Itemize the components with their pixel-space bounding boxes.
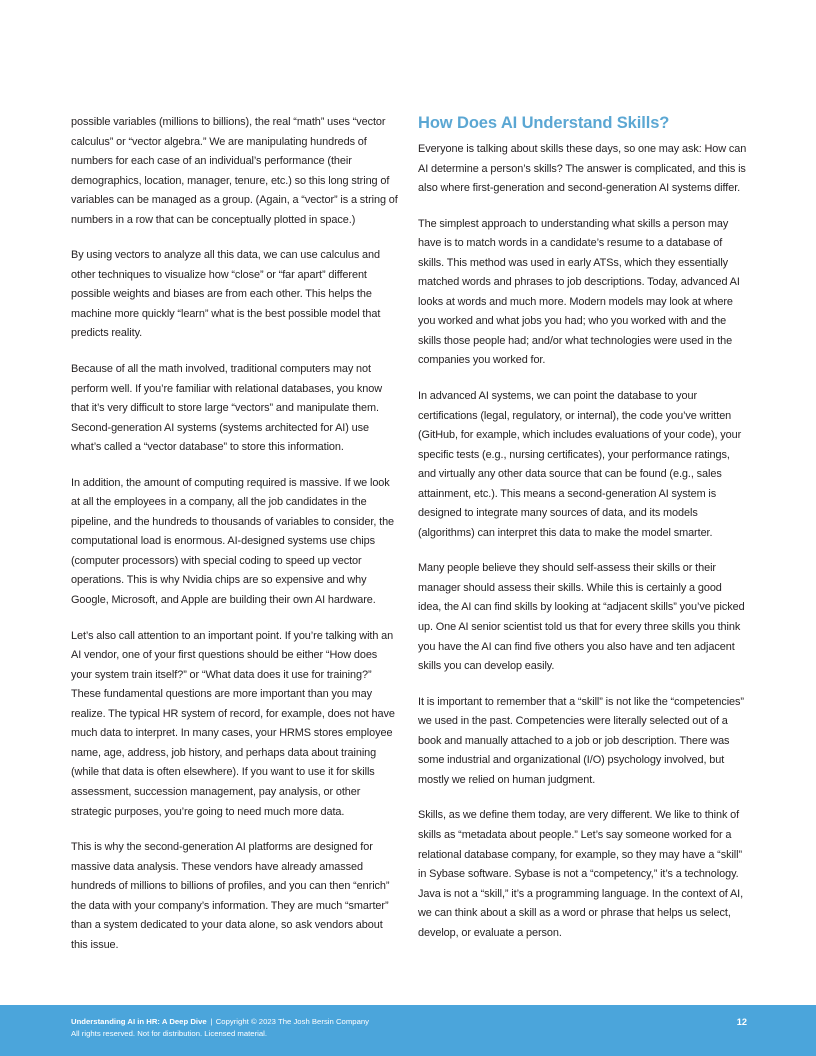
footer-content	[71, 1016, 747, 1039]
page-footer	[0, 1005, 816, 1056]
footer-document-title: Understanding AI in HR: A Deep Dive	[71, 1017, 207, 1026]
two-column-body	[71, 113, 747, 963]
paragraph: In addition, the amount of computing required is massive. If we look at all the employees in a company, all the job candidates in the pipeline, and the hundreds to thousands of variables to consider, the computational load is enormous. AI-designed systems use chips (computer processors) with special coding to speed up vector operations. This is why Nvidia chips are so expensive and why Google, Microsoft, and Apple are building their own AI hardware.	[71, 476, 395, 607]
footer-credits	[71, 1016, 369, 1039]
paragraph: In advanced AI systems, we can point the database to your certifications (legal, regulatory, or internal), the code you’ve written (GitHub, for example, which includes evaluations of your code), your specific tests (e.g., nursing certificates), your performance ratings, and virtually any other data source that can be found (e.g., sales attainment, etc.). This means a second-generation AI system is designed to integrate many sources of data, and its models (algorithms) can interpret this data to make the model smarter.	[418, 390, 742, 539]
paragraph: By using vectors to analyze all this data, we can use calculus and other techniques to visualize how “close” or “far apart” different possible weights and biases are from each other. This helps the machine more quickly “learn” what is the best possible model that predicts reality.	[71, 249, 381, 340]
left-column	[71, 113, 400, 963]
paragraph: This is why the second-generation AI platforms are designed for massive data analysis. These vendors have already amassed hundreds of millions to billions of profiles, and you can then “enrich” the data with your company’s information. They are much “smarter” than a system dedicated to your data alone, so ask vendors about this issue.	[71, 841, 390, 951]
right-column	[418, 113, 747, 963]
footer-rights-line: All rights reserved. Not for distribution. Licensed material.	[71, 1028, 268, 1038]
paragraph: Because of all the math involved, traditional computers may not perform well. If you’re familiar with relational databases, you know that it’s very difficult to store large “vectors” and manipulate them. Second-generation AI systems (systems architected for AI) use what’s called a “vector database” to store this information.	[71, 363, 383, 454]
page-number: 12	[736, 1017, 747, 1027]
footer-separator: |	[210, 1017, 213, 1026]
footer-title-line	[71, 1016, 369, 1028]
paragraph: Everyone is talking about skills these days, so one may ask: How can AI determine a person’s skills? The answer is complicated, and this is also where first-generation and second-generation AI systems differ.	[418, 143, 747, 195]
paragraph: Skills, as we define them today, are very different. We like to think of skills as “metadata about people.” Let’s say someone worked for a relational database company, for example, so they may have a “skill” in Sybase software. Sybase is not a “competency,” it’s a technology. Java is not a “skill,” it’s a programming language. In the context of AI, we can think about a skill as a word or phrase that helps us select, develop, or evaluate a person.	[418, 809, 744, 939]
section-heading: How Does AI Understand Skills?	[418, 114, 670, 132]
paragraph: Let’s also call attention to an important point. If you’re talking with an AI vendor, one of your first questions should be either “How does your system train itself?” or “What data does it use for training?” These fundamental questions are more important than you may realize. The typical HR system of record, for example, does not have much data to interpret. In many cases, your HRMS stores employee name, age, address, job history, and perhaps data about training (while that data is often elsewhere). If you want to use it for skills assessment, succession management, pay analysis, or other strategic purposes, you’re going to need much more data.	[71, 629, 395, 818]
footer-copyright: Copyright © 2023 The Josh Bersin Company	[215, 1017, 370, 1026]
paragraph: possible variables (millions to billions), the real “math” uses “vector calculus” or “vector algebra.” We are manipulating hundreds of numbers for each case of an individual’s performance (their demographics, location, manager, tenure, etc.) so this long string of variables can be managed as a group. (Again, a “vector” is a string of numbers in a row that can be conceptually plotted in space.)	[71, 116, 398, 226]
paragraph: The simplest approach to understanding what skills a person may have is to match words in a candidate’s resume to a database of skills. This method was used in early ATSs, which they essentially matched words and phrases to job descriptions. Today, advanced AI looks at words and much more. Modern models may look at where you worked and what jobs you had; who you worked with and the skills those people had; and/or what technologies were used in the companies you worked for.	[418, 217, 740, 367]
paragraph: Many people believe they should self-assess their skills or their manager should assess their skills. While this is certainly a good idea, the AI can find skills by looking at “adjacent skills” you’ve picked up. One AI senior scientist told us that for every three skills you think you have the AI can find five others you also have and ten adjacent skills you can develop easily.	[418, 562, 745, 673]
paragraph: It is important to remember that a “skill” is not like the “competencies” we used in the past. Competencies were literally selected out of a book and manually attached to a job or job description. There was some industrial and organizational (I/O) psychology involved, but mostly we relied on human judgment.	[418, 695, 744, 786]
